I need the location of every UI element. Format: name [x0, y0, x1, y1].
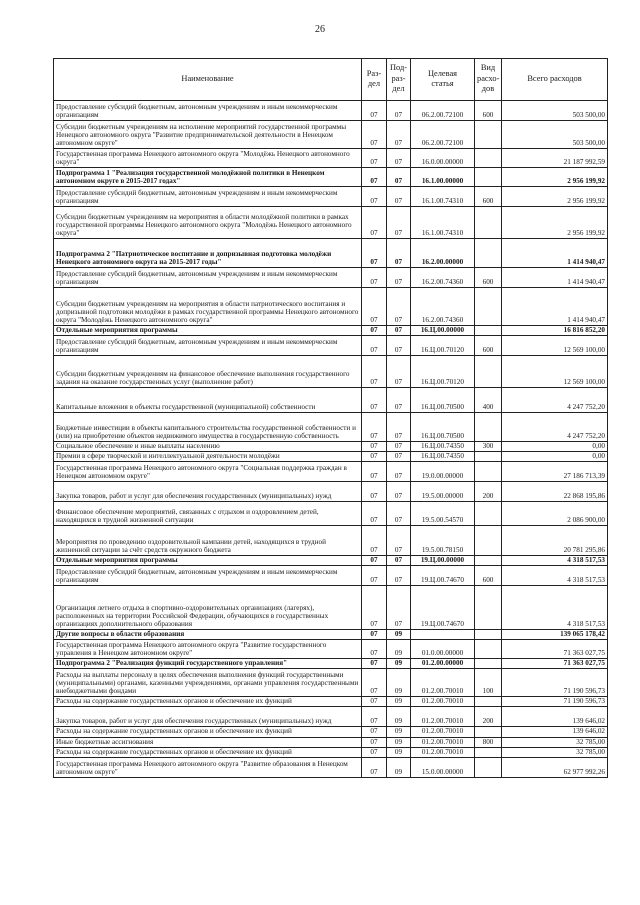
row-vid: 100: [475, 669, 502, 697]
row-name: Закупка товаров, работ и услуг для обеспечения государственных (муниципальных) нужд: [54, 707, 362, 727]
row-vid: [475, 149, 502, 168]
row-name: Организация летнего отдыха в спортивно-оздоровительных организациях (лагерях), расположенных на территории Российской Федерации, обучающихся в государственных организациях дополнительного образования: [54, 586, 362, 630]
header-vid: Вид расхо- дов: [475, 59, 502, 101]
row-podrazdel: 07: [387, 566, 411, 586]
row-name: Государственная программа Ненецкого автономного округа "Социальная поддержка граждан в Ненецком автономном округе": [54, 462, 362, 482]
row-razdel: 07: [362, 747, 387, 757]
header-podrazdel: Под- раз- дел: [387, 59, 411, 101]
row-total: 2 956 199,92: [502, 187, 608, 207]
row-podrazdel: 09: [387, 697, 411, 707]
row-total: 4 247 752,20: [502, 388, 608, 413]
row-podrazdel: 07: [387, 502, 411, 526]
row-vid: 600: [475, 101, 502, 121]
header-name: Наименование: [54, 59, 362, 101]
row-razdel: 07: [362, 556, 387, 566]
row-statya: 19.Ц.00.00000: [411, 556, 475, 566]
table-row: [54, 326, 608, 336]
table-row: [54, 526, 608, 556]
row-total: 4 318 517,53: [502, 556, 608, 566]
row-vid: [475, 288, 502, 326]
table-row: [54, 168, 608, 187]
table-row: [54, 388, 608, 413]
row-name: Предоставление субсидий бюджетным, автономным учреждениям и иным некоммерческим организациям: [54, 268, 362, 288]
row-razdel: 07: [362, 586, 387, 630]
row-podrazdel: 07: [387, 101, 411, 121]
table-row: [54, 737, 608, 747]
table-body: [54, 101, 608, 778]
table-row: [54, 239, 608, 268]
table-row: [54, 482, 608, 502]
row-total: 12 569 100,00: [502, 356, 608, 388]
table-row: [54, 413, 608, 442]
row-total: 2 956 199,92: [502, 168, 608, 187]
row-name: Закупка товаров, работ и услуг для обеспечения государственных (муниципальных) нужд: [54, 482, 362, 502]
row-razdel: 07: [362, 640, 387, 659]
row-total: 139 646,02: [502, 727, 608, 737]
row-podrazdel: 07: [387, 268, 411, 288]
table-row: [54, 462, 608, 482]
row-podrazdel: 09: [387, 669, 411, 697]
row-vid: 600: [475, 566, 502, 586]
row-name: Государственная программа Ненецкого автономного округа "Развитие образования в Ненецком автономном округе": [54, 757, 362, 777]
row-razdel: 07: [362, 187, 387, 207]
table-row: [54, 707, 608, 727]
row-podrazdel: 07: [387, 413, 411, 442]
row-statya: 16.Ц.00.70500: [411, 413, 475, 442]
table-row: [54, 356, 608, 388]
row-statya: 16.2.00.74360: [411, 288, 475, 326]
row-podrazdel: 07: [387, 168, 411, 187]
row-razdel: 07: [362, 168, 387, 187]
row-total: 71 190 596,73: [502, 669, 608, 697]
row-vid: 400: [475, 388, 502, 413]
row-vid: [475, 727, 502, 737]
row-total: 503 500,00: [502, 101, 608, 121]
page-number: 26: [315, 24, 325, 35]
row-vid: [475, 630, 502, 640]
row-name: Расходы на содержание государственных органов и обеспечение их функций: [54, 747, 362, 757]
row-statya: 01.2.00.70010: [411, 737, 475, 747]
row-vid: [475, 452, 502, 462]
row-vid: [475, 747, 502, 757]
row-statya: 16.Ц.00.74350: [411, 442, 475, 452]
row-vid: [475, 413, 502, 442]
row-name: Финансовое обеспечение мероприятий, связанных с отдыхом и оздоровлением детей, находящихся в трудной жизненной ситуации: [54, 502, 362, 526]
row-razdel: 07: [362, 566, 387, 586]
row-statya: 06.2.00.72100: [411, 121, 475, 149]
row-podrazdel: 07: [387, 149, 411, 168]
header-statya: Целевая статья: [411, 59, 475, 101]
row-podrazdel: 09: [387, 727, 411, 737]
table-row: [54, 727, 608, 737]
row-total: 1 414 940,47: [502, 268, 608, 288]
row-statya: [411, 630, 475, 640]
row-razdel: 07: [362, 526, 387, 556]
row-total: 2 956 199,92: [502, 207, 608, 239]
row-razdel: 07: [362, 737, 387, 747]
row-vid: [475, 659, 502, 669]
row-vid: 600: [475, 187, 502, 207]
row-name: Субсидии бюджетным учреждениям на финансовое обеспечение выполнения государственного задания на оказание государственных услуг (выполнение работ): [54, 356, 362, 388]
row-name: Премии в сфере творческой и интеллектуальной деятельности молодёжи: [54, 452, 362, 462]
row-statya: 19.5.00.54570: [411, 502, 475, 526]
table-row: [54, 697, 608, 707]
row-podrazdel: 09: [387, 737, 411, 747]
row-total: 62 977 992,26: [502, 757, 608, 777]
row-podrazdel: 07: [387, 482, 411, 502]
table-row: [54, 659, 608, 669]
table-row: [54, 566, 608, 586]
row-statya: 16.0.00.00000: [411, 149, 475, 168]
row-statya: 19.Ц.00.74670: [411, 566, 475, 586]
row-statya: 16.2.00.00000: [411, 239, 475, 268]
table-row: [54, 452, 608, 462]
budget-table: [53, 58, 608, 778]
row-name: Предоставление субсидий бюджетным, автономным учреждениям и иным некоммерческим организациям: [54, 187, 362, 207]
row-statya: 19.0.00.00000: [411, 462, 475, 482]
row-statya: 16.Ц.00.00000: [411, 326, 475, 336]
row-statya: 16.Ц.00.70500: [411, 388, 475, 413]
row-name: Предоставление субсидий бюджетным, автономным учреждениям и иным некоммерческим организациям: [54, 566, 362, 586]
row-razdel: 07: [362, 462, 387, 482]
row-name: Подпрограмма 1 "Реализация государственной молодёжной политики в Ненецком автономном округе в 2015-2017 годах": [54, 168, 362, 187]
row-total: 12 569 100,00: [502, 336, 608, 356]
row-podrazdel: 09: [387, 659, 411, 669]
row-podrazdel: 09: [387, 630, 411, 640]
row-statya: 15.0.00.00000: [411, 757, 475, 777]
row-vid: [475, 556, 502, 566]
row-razdel: 07: [362, 502, 387, 526]
row-vid: [475, 207, 502, 239]
row-razdel: 07: [362, 207, 387, 239]
table-row: [54, 669, 608, 697]
table-row: [54, 757, 608, 777]
row-vid: [475, 526, 502, 556]
row-name: Подпрограмма 2 "Патриотическое воспитание и допризывная подготовка молодёжи Ненецкого автономного округа на 2015-2017 годы": [54, 239, 362, 268]
row-razdel: 07: [362, 101, 387, 121]
row-statya: 01.2.00.70010: [411, 669, 475, 697]
row-name: Расходы на содержание государственных органов и обеспечение их функций: [54, 697, 362, 707]
row-podrazdel: 07: [387, 556, 411, 566]
row-podrazdel: 07: [387, 326, 411, 336]
table-row: [54, 442, 608, 452]
row-total: 1 414 940,47: [502, 239, 608, 268]
row-name: Бюджетные инвестиции в объекты капитального строительства государственной собственности и (или) на приобретение объектов недвижимого имущества в государственную собственность: [54, 413, 362, 442]
row-name: Предоставление субсидий бюджетным, автономным учреждениям и иным некоммерческим организациям: [54, 336, 362, 356]
row-vid: [475, 697, 502, 707]
row-name: Подпрограмма 2 "Реализация функций государственного управления": [54, 659, 362, 669]
row-name: Отдельные мероприятия программы: [54, 556, 362, 566]
row-razdel: 07: [362, 356, 387, 388]
row-total: 71 190 596,73: [502, 697, 608, 707]
table-row: [54, 121, 608, 149]
row-vid: [475, 586, 502, 630]
table-row: [54, 586, 608, 630]
row-vid: 600: [475, 268, 502, 288]
row-total: 20 781 295,86: [502, 526, 608, 556]
row-total: 1 414 940,47: [502, 288, 608, 326]
row-razdel: 07: [362, 149, 387, 168]
row-razdel: 07: [362, 669, 387, 697]
row-statya: 01.2.00.70010: [411, 697, 475, 707]
row-name: Другие вопросы в области образования: [54, 630, 362, 640]
row-name: Государственная программа Ненецкого автономного округа "Развитие государственного управления в Ненецком автономном округе": [54, 640, 362, 659]
row-name: Субсидии бюджетным учреждениям на исполнение мероприятий государственной программы Ненецкого автономного округа "Развитие предпринимательской деятельности в Ненецком автономном округе": [54, 121, 362, 149]
row-statya: 16.1.00.74310: [411, 187, 475, 207]
row-name: Расходы на выплаты персоналу в целях обеспечения выполнения функций государственными (муниципальными) органами, казенными учреждениями, органами управления государственными внебюджетными фондами: [54, 669, 362, 697]
row-statya: 16.1.00.00000: [411, 168, 475, 187]
row-podrazdel: 09: [387, 640, 411, 659]
row-podrazdel: 07: [387, 462, 411, 482]
row-statya: 06.2.00.72100: [411, 101, 475, 121]
row-total: 4 247 752,20: [502, 413, 608, 442]
row-podrazdel: 07: [387, 388, 411, 413]
row-podrazdel: 09: [387, 707, 411, 727]
table-row: [54, 149, 608, 168]
row-podrazdel: 07: [387, 239, 411, 268]
row-statya: 16.1.00.74310: [411, 207, 475, 239]
row-name: Субсидии бюджетным учреждениям на мероприятия в области молодёжной политики в рамках государственной программы Ненецкого автономного округа "Молодёжь Ненецкого автономного округа": [54, 207, 362, 239]
row-total: 16 816 852,20: [502, 326, 608, 336]
row-vid: [475, 326, 502, 336]
row-total: 139 065 178,42: [502, 630, 608, 640]
row-podrazdel: 09: [387, 747, 411, 757]
row-razdel: 07: [362, 288, 387, 326]
row-statya: 01.2.00.70010: [411, 707, 475, 727]
row-razdel: 07: [362, 336, 387, 356]
row-razdel: 07: [362, 442, 387, 452]
row-vid: [475, 640, 502, 659]
row-podrazdel: 07: [387, 207, 411, 239]
row-vid: [475, 757, 502, 777]
table-row: [54, 101, 608, 121]
table-row: [54, 268, 608, 288]
row-name: Иные бюджетные ассигнования: [54, 737, 362, 747]
row-razdel: 07: [362, 239, 387, 268]
row-vid: [475, 502, 502, 526]
row-statya: 16.Ц.00.74350: [411, 452, 475, 462]
row-podrazdel: 07: [387, 336, 411, 356]
row-razdel: 07: [362, 697, 387, 707]
row-statya: 01.2.00.70010: [411, 747, 475, 757]
row-podrazdel: 07: [387, 526, 411, 556]
table-header-row: [54, 59, 608, 101]
row-statya: 01.2.00.00000: [411, 659, 475, 669]
row-vid: 600: [475, 336, 502, 356]
row-total: 22 868 195,86: [502, 482, 608, 502]
row-razdel: 07: [362, 268, 387, 288]
row-podrazdel: 07: [387, 288, 411, 326]
row-total: 71 363 027,75: [502, 640, 608, 659]
row-name: Субсидии бюджетным учреждениям на мероприятия в области патриотического воспитания и допризывной подготовки молодёжи в рамках государственной программы Ненецкого автономного округа "Молодёжь Ненецкого автономного округа": [54, 288, 362, 326]
row-name: Государственная программа Ненецкого автономного округа "Молодёжь Ненецкого автономного округа": [54, 149, 362, 168]
row-podrazdel: 07: [387, 442, 411, 452]
row-vid: [475, 239, 502, 268]
table-row: [54, 502, 608, 526]
table-row: [54, 556, 608, 566]
row-name: Расходы на содержание государственных органов и обеспечение их функций: [54, 727, 362, 737]
row-razdel: 07: [362, 413, 387, 442]
row-vid: 800: [475, 737, 502, 747]
row-total: 4 318 517,53: [502, 566, 608, 586]
row-statya: 16.Ц.00.70120: [411, 356, 475, 388]
row-podrazdel: 07: [387, 586, 411, 630]
row-razdel: 07: [362, 121, 387, 149]
table-row: [54, 336, 608, 356]
row-statya: 19.5.00.78150: [411, 526, 475, 556]
row-vid: 200: [475, 482, 502, 502]
row-total: 503 500,00: [502, 121, 608, 149]
row-vid: [475, 121, 502, 149]
row-razdel: 07: [362, 707, 387, 727]
row-razdel: 07: [362, 659, 387, 669]
row-total: 21 187 992,59: [502, 149, 608, 168]
row-name: Мероприятия по проведению оздоровительной кампании детей, находящихся в трудной жизненной ситуации за счёт средств окружного бюджета: [54, 526, 362, 556]
row-total: 0,00: [502, 442, 608, 452]
row-name: Отдельные мероприятия программы: [54, 326, 362, 336]
row-podrazdel: 07: [387, 356, 411, 388]
row-total: 2 086 900,00: [502, 502, 608, 526]
table-row: [54, 288, 608, 326]
row-vid: 200: [475, 707, 502, 727]
row-statya: 16.2.00.74360: [411, 268, 475, 288]
row-razdel: 07: [362, 630, 387, 640]
header-razdel: Раз- дел: [362, 59, 387, 101]
row-podrazdel: 09: [387, 757, 411, 777]
row-statya: 01.2.00.70010: [411, 727, 475, 737]
row-razdel: 07: [362, 326, 387, 336]
row-total: 27 186 713,39: [502, 462, 608, 482]
row-razdel: 07: [362, 452, 387, 462]
row-statya: 19.Ц.00.74670: [411, 586, 475, 630]
row-podrazdel: 07: [387, 187, 411, 207]
row-statya: 16.Ц.00.70120: [411, 336, 475, 356]
row-total: 32 785,00: [502, 737, 608, 747]
row-name: Социальное обеспечение и иные выплаты населению: [54, 442, 362, 452]
row-vid: [475, 462, 502, 482]
row-vid: 300: [475, 442, 502, 452]
row-total: 71 363 027,75: [502, 659, 608, 669]
table-row: [54, 187, 608, 207]
row-razdel: 07: [362, 727, 387, 737]
table-row: [54, 630, 608, 640]
row-statya: 19.5.00.00000: [411, 482, 475, 502]
table-row: [54, 747, 608, 757]
row-vid: [475, 168, 502, 187]
row-razdel: 07: [362, 388, 387, 413]
row-total: 32 785,00: [502, 747, 608, 757]
table-row: [54, 207, 608, 239]
row-razdel: 07: [362, 482, 387, 502]
row-total: 0,00: [502, 452, 608, 462]
row-total: 139 646,02: [502, 707, 608, 727]
header-total: Всего расходов: [502, 59, 608, 101]
row-podrazdel: 07: [387, 452, 411, 462]
row-statya: 01.0.00.00000: [411, 640, 475, 659]
row-razdel: 07: [362, 757, 387, 777]
row-total: 4 318 517,53: [502, 586, 608, 630]
row-name: Предоставление субсидий бюджетным, автономным учреждениям и иным некоммерческим организациям: [54, 101, 362, 121]
table-row: [54, 640, 608, 659]
row-name: Капитальные вложения в объекты государственной (муниципальной) собственности: [54, 388, 362, 413]
row-vid: [475, 356, 502, 388]
row-podrazdel: 07: [387, 121, 411, 149]
